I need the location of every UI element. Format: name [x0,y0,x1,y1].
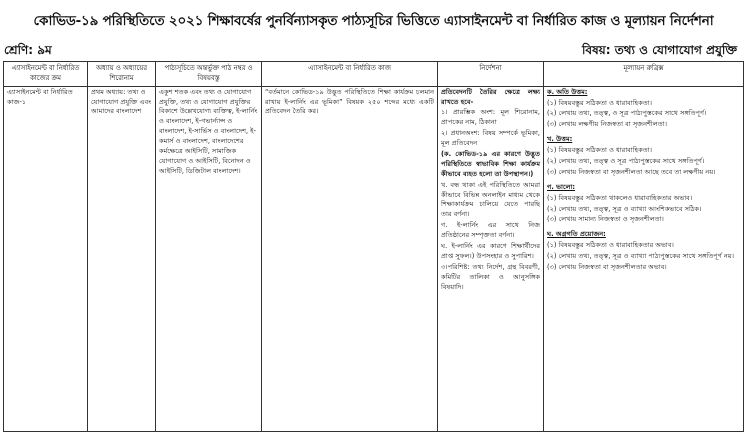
rubric-excellent-3: (৩) লেখায় লক্ষণীয় নিজস্বতা বা সৃজনশীলতা। [547,120,667,129]
rubric-fair-title: গ. ভালো: [547,182,576,191]
cell-instructions [438,86,544,431]
rubric-excellent-title: ক. অতি উত্তম: [547,87,588,96]
rubric-good-title: খ. উত্তম: [547,135,573,144]
header-chapter: অধ্যায় ও অধ্যায়ের শিরোনাম [88,62,156,87]
table-row [4,86,744,431]
class-label: শ্রেণি: ৯ম [4,43,52,57]
table-header-row [4,62,744,87]
cell-assignment: “বর্তমানে কোভিড-১৯ উদ্ভূত পরিস্থিতিতে শিক্ষা কার্যক্রম চলমান রাখায় ই-লার্নিং এর ভূমিকা” বিষয়ক ২৫০ শব্দের মধ্যে একটি প্রতিবেদন তৈরি কর। [262,86,438,431]
instruction-2: ২। প্রধানঅংশ: বিষয় সম্পর্কে ভূমিকা, মূল প্রতিবেদন [441,129,540,148]
rubric-needs-progress-2: (২) লেখায় তথ্য, তত্ত্ব, সূত্র ও ব্যাখ্যা পাঠ্যপুস্তকের সাথে সঙ্গতিপূর্ণ নয়। [547,252,735,261]
cell-sequence: এ্যাসাইনমেন্ট বা নির্ধারিত কাজ-১ [4,86,88,431]
rubric-good-2: (২) লেখায় তথ্য, তত্ত্ব ও সূত্র পাঠ্যপুস্তকের সাথে সঙ্গতিপূর্ণ। [547,157,705,166]
rubric-good-3: (৩) লেখায় নিজস্বতা বা সৃজনশীলতা আছে তবে তা লক্ষণীয় নয়। [547,167,716,176]
rubric-fair-3: (৩) লেখায় সামান্য নিজস্বতা ও সৃজনশীলতা। [547,215,664,224]
rubric-excellent-2: (২) লেখায় তথ্য, তত্ত্ব, ও সূত্র পাঠ্যপুস্তকের সাথে সঙ্গতিপূর্ণ। [547,109,707,118]
header-instructions: নির্দেশনা [438,62,544,87]
assignment-table [3,61,744,432]
rubric-needs-progress-3: (৩) লেখায় নিজস্বতা বা সৃজনশীলতার অভাব। [547,263,667,272]
instruction-3: ৩।পরিশিষ্ট: তথ্য নির্দেশ, গ্রন্থ বিবরণী, কমিটির তালিকা ও আনুসঙ্গিক বিষয়াদি। [441,262,540,291]
rubric-needs-progress-title: ঘ. অগ্রগতি প্রয়োজন: [547,230,606,239]
rubric-excellent-1: (১) বিষয়বস্তুর সঠিকতা ও ধারাবাহিকতা। [547,98,652,107]
instruction-1: ১। প্রারম্ভিক অংশ: মূল শিরোনাম, প্রাপকের নাম, ঠিকানা [441,108,540,127]
rubric-good-1: (১) বিষয়বস্তুর সঠিকতা ও ধারাবাহিকতা। [547,146,652,155]
cell-lessons: একুশ শতক এবং তথ্য ও যোগাযোগ প্রযুক্তি, তথ্য ও যোগাযোগ প্রযুক্তির বিকাশে উল্লেখযোগ্য ব্যক্তিত্ব, ই-লার্নিং ও বাংলাদেশ, ই-গভার্ন্যান্স ও বাংলাদেশ, ই-সার্ভিস ও বাংলাদেশ, ই-কমার্স ও বাংলাদেশ, বাংলাদেশের কর্মক্ষেত্রে আইসিটি, সামাজিক যোগাযোগ ও আইসিটি, বিনোদন ও আইসিটি, ডিজিটাল বাংলাদেশ। [156,86,262,431]
rubric-fair-2: (২) লেখায় তথ্য, তত্ত্ব, সূত্র ও ব্যাখ্যা আংশিকভাবে সঠিক। [547,204,702,213]
header-lessons: পাঠ্যসূচিতে অন্তর্ভুক্ত পাঠ নম্বর ও বিষয়বস্তু [156,62,262,87]
rubric-fair-1: (১) বিষয়বস্তুর সঠিকতা থাকলেও ধারাবাহিকতার অভাব। [547,193,693,202]
cell-chapter: প্রথম অধ্যায়: তথ্য ও যোগাযোগ প্রযুক্তি এবং আমাদের বাংলাদেশ [88,86,156,431]
instruction-gha: ঘ. ই-লার্নিং এর কারণে শিক্ষার্থীদের প্রাপ্ত সুফল।) উপসংহার ও সুপারিশ। [441,242,540,260]
subject-label: বিষয়: তথ্য ও যোগাযোগ প্রযুক্তি [581,43,737,57]
page-title: কোভিড-১৯ পরিস্থিতিতে ২০২১ শিক্ষাবর্ষের পুনর্বিন্যাসকৃত পাঠ্যসূচির ভিত্তিতে এ্যাসাইনমেন্ট বা নির্ধারিত কাজ ও মূল্যায়ন নির্দেশনা [33,13,714,29]
header-sequence: এ্যাসাইনমেন্ট বা নির্ধারিত কাজের ক্রম [4,62,88,87]
instruction-ga: গ. ই-লার্নিং এর সাথে নিজ প্রতিষ্ঠানের সম্পৃক্ততা বর্ণনা। [441,221,540,240]
header-rubrics: মূল্যায়ন রুব্রিক্স [544,62,744,87]
rubric-needs-progress-1: (১) বিষয়বস্তুর সঠিকতা ও ধারাবাহিকতার অভাব। [547,241,674,250]
header-assignment: এ্যাসাইনমেন্ট বা নির্ধারিত কাজ [262,62,438,87]
instruction-kha: খ. বন্ধ থাকা এই পরিস্থিতিতে আমরা কীভাবে বিভিন্ন অনলাইন মাধ্যম থেকে শিক্ষাকার্যক্রম চালিয়ে যেতে পারছি তার বর্ণনা। [441,180,540,219]
cell-rubrics [544,86,744,431]
instruction-ka: (ক. কোভিড-১৯ এর কারণে উদ্ভূত পরিস্থিতিতে স্বাভাবিক শিক্ষা কার্যক্রম কীভাবে ব্যহত হলো তা উপস্থাপন।) [441,150,540,178]
instruction-intro: প্রতিবেদনটি তৈরির ক্ষেত্রে লক্ষ্য রাখতে হবে- [441,87,540,106]
